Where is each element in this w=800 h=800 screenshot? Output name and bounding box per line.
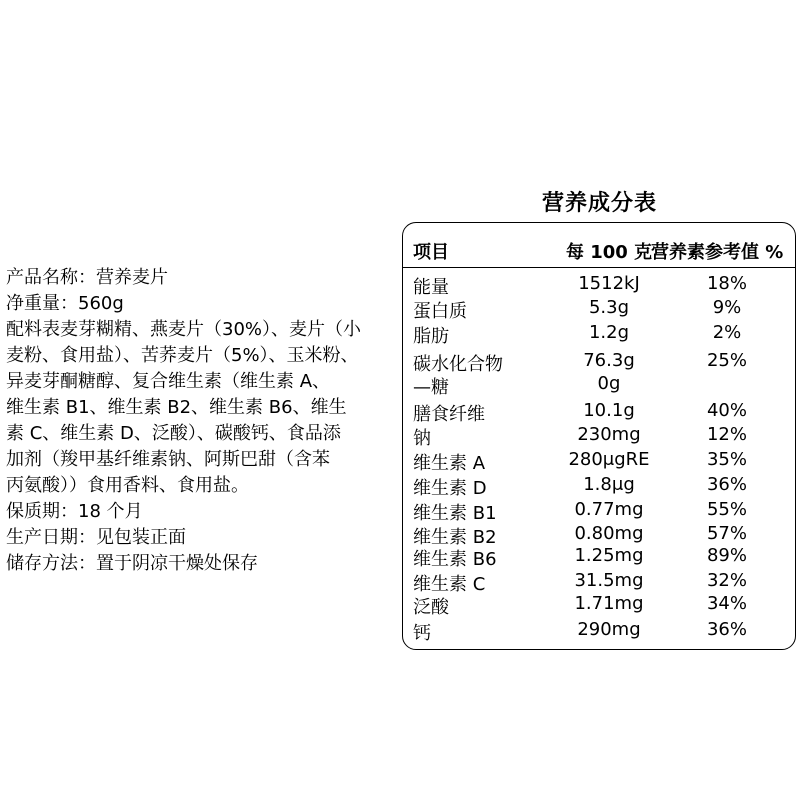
header-item: 项目 [413, 242, 449, 263]
ingredients-line: 配料表麦芽糊精、燕麦片（30%）、麦片（小 [6, 319, 362, 340]
nutrient-name: 泛酸 [413, 597, 449, 618]
nutrient-name: 能量 [413, 277, 449, 298]
nutrient-name: 钙 [413, 623, 431, 644]
nutrient-nrv: 89% [706, 545, 747, 566]
net-weight-line: 净重量：560g [6, 293, 124, 314]
table-row [403, 273, 795, 298]
header-divider [403, 267, 795, 268]
nutrient-value: 290mg [577, 619, 641, 640]
ingredients-line: 丙氨酸））食用香料、食用盐。 [6, 475, 249, 496]
nutrient-value: 0g [597, 373, 621, 394]
nutrient-value: 76.3g [583, 350, 635, 371]
header-per-100g: 每 100 克 [565, 242, 653, 263]
nutrient-nrv: 2% [712, 322, 742, 343]
table-row [403, 424, 795, 449]
nutrient-nrv: 40% [706, 400, 747, 421]
storage-line: 储存方法：置于阴凉干燥处保存 [6, 553, 258, 574]
product-info-block [6, 265, 398, 577]
nutrient-name: 碳水化合物 [413, 354, 503, 375]
nutrition-table [402, 222, 796, 650]
ingredients-line: 素 C、维生素 D、泛酸）、碳酸钙、食品添 [6, 423, 341, 444]
table-row [403, 297, 795, 322]
nutrient-name: 钠 [413, 428, 431, 449]
table-row [403, 619, 795, 644]
table-row [403, 449, 795, 474]
nutrient-value: 280μgRE [568, 449, 650, 470]
nutrient-value: 230mg [577, 424, 641, 445]
nutrient-nrv: 35% [706, 449, 747, 470]
table-row [403, 400, 795, 425]
shelf-life-line: 保质期：18 个月 [6, 501, 143, 522]
product-name-line: 产品名称：营养麦片 [6, 267, 168, 288]
nutrient-name: 维生素 B1 [413, 503, 497, 524]
header-nrv: 营养素参考值 % [651, 242, 784, 263]
ingredients-line: 异麦芽酮糖醇、复合维生素（维生素 A、 [6, 371, 331, 392]
table-row [403, 322, 795, 347]
nutrient-nrv: 32% [706, 570, 747, 591]
table-row [403, 570, 795, 595]
nutrient-name: 膳食纤维 [413, 404, 485, 425]
nutrient-value: 5.3g [588, 297, 630, 318]
nutrient-value: 0.77mg [574, 499, 644, 520]
nutrient-nrv: 34% [706, 593, 747, 614]
table-row [403, 523, 795, 548]
nutrient-value: 1.71mg [574, 593, 644, 614]
table-row [403, 593, 795, 618]
nutrient-nrv: 36% [706, 619, 747, 640]
production-date-line: 生产日期：见包装正面 [6, 527, 186, 548]
table-row [403, 373, 795, 398]
nutrition-table-title: 营养成分表 [542, 191, 658, 216]
nutrient-nrv: 25% [706, 350, 747, 371]
nutrient-value: 1.8μg [583, 474, 635, 495]
nutrient-nrv: 36% [706, 474, 747, 495]
nutrient-name: —糖 [413, 377, 449, 398]
nutrient-value: 1512kJ [578, 273, 640, 294]
nutrient-nrv: 18% [706, 273, 747, 294]
nutrient-nrv: 57% [706, 523, 747, 544]
nutrient-value: 1.25mg [574, 545, 644, 566]
nutrient-value: 10.1g [583, 400, 635, 421]
ingredients-line: 加剂（羧甲基纤维素钠、阿斯巴甜（含苯 [6, 449, 330, 470]
nutrient-name: 维生素 B6 [413, 549, 497, 570]
nutrient-value: 1.2g [588, 322, 630, 343]
nutrient-nrv: 12% [706, 424, 747, 445]
nutrient-nrv: 55% [706, 499, 747, 520]
table-row [403, 545, 795, 570]
table-row [403, 350, 795, 375]
table-row [403, 499, 795, 524]
table-row [403, 474, 795, 499]
nutrient-nrv: 9% [712, 297, 742, 318]
ingredients-line: 麦粉、食用盐）、苦荞麦片（5%）、玉米粉、 [6, 345, 359, 366]
nutrient-value: 31.5mg [574, 570, 644, 591]
nutrient-name: 维生素 A [413, 453, 486, 474]
ingredients-line: 维生素 B1、维生素 B2、维生素 B6、维生 [6, 397, 347, 418]
nutrient-value: 0.80mg [574, 523, 644, 544]
nutrient-name: 脂肪 [413, 326, 449, 347]
nutrient-name: 维生素 C [413, 574, 486, 595]
nutrient-name: 维生素 D [413, 478, 487, 499]
nutrient-name: 维生素 B2 [413, 527, 497, 548]
nutrient-name: 蛋白质 [413, 301, 467, 322]
